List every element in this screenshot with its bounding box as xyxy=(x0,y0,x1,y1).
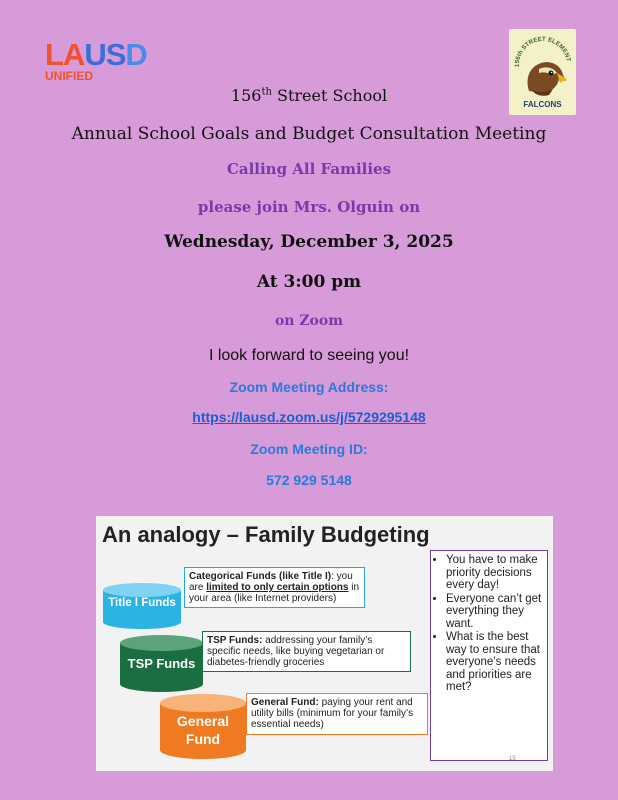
categorical-heading: Categorical Funds (like Title I) xyxy=(189,571,332,582)
priority-bullet: • What is the best way to ensure that everyone’s needs and priorities are met? xyxy=(446,631,543,694)
svg-text:156th STREET ELEMENTARY xyxy=(509,29,572,67)
logo-d: D xyxy=(125,37,147,72)
tsp-text: addressing your family’s specific needs, like buying vegetarian or diabetes-friendly groceries xyxy=(207,635,385,668)
calling-families: Calling All Families xyxy=(226,160,392,178)
badge-name: FALCONS xyxy=(523,100,562,109)
zoom-link[interactable]: https://lausd.zoom.us/j/5729295148 xyxy=(192,409,426,425)
tsp-cylinder-icon xyxy=(120,635,203,692)
slide-page-number: 15 xyxy=(509,756,516,762)
closing-message: I look forward to seeing you! xyxy=(208,347,410,364)
general-text: paying your rent and utility bills (minimum for your family’s essential needs) xyxy=(251,697,414,730)
general-heading: General Fund: xyxy=(251,697,319,708)
zoom-id-label: Zoom Meeting ID: xyxy=(250,441,368,457)
zoom-address-label: Zoom Meeting Address: xyxy=(229,379,389,395)
categorical-emphasis: limited to only certain options xyxy=(206,582,349,593)
badge-arc-text: 156th STREET ELEMENT xyxy=(513,35,572,68)
tsp-funds-box xyxy=(202,631,411,672)
lausd-wordmark xyxy=(45,37,170,72)
cylinder-label-tsp: TSP Funds xyxy=(127,656,196,671)
logo-la: LA xyxy=(45,37,85,72)
meeting-date: Wednesday, December 3, 2025 xyxy=(164,232,454,252)
school-name-rest: Street School xyxy=(271,86,388,105)
general-fund-cylinder-icon xyxy=(160,694,246,759)
meeting-time: At 3:00 pm xyxy=(256,272,362,292)
priority-bullet: • Everyone can’t get everything they want. xyxy=(446,593,543,631)
school-name xyxy=(0,86,618,105)
cylinder-label-title1: Title I Funds xyxy=(108,597,176,609)
lausd-logo xyxy=(45,37,170,83)
categorical-text-1: : you are xyxy=(189,571,353,593)
school-number: 156 xyxy=(230,86,262,105)
logo-us: US xyxy=(84,37,126,72)
join-invitation: please join Mrs. Olguin on xyxy=(197,198,421,216)
general-fund-box xyxy=(246,693,428,735)
meeting-title: Annual School Goals and Budget Consultation Meeting xyxy=(71,124,547,144)
categorical-text-2: in your area (like Internet providers) xyxy=(189,582,360,604)
title1-cylinder-icon xyxy=(103,583,181,629)
slide-title: An analogy – Family Budgeting xyxy=(102,522,430,547)
cylinder-label-fund: Fund xyxy=(185,731,221,747)
categorical-funds-box xyxy=(184,567,365,608)
meeting-platform: on Zoom xyxy=(274,313,344,329)
logo-unified: UNIFIED xyxy=(45,69,93,83)
school-number-suffix: th xyxy=(261,86,272,98)
zoom-id: 572 929 5148 xyxy=(266,472,352,488)
cylinder-label-general: General xyxy=(176,713,230,729)
budget-analogy-slide xyxy=(96,516,553,771)
priorities-box xyxy=(430,550,548,761)
priority-bullet: • You have to make priority decisions every day! xyxy=(446,554,543,592)
tsp-heading: TSP Funds: xyxy=(207,635,263,646)
